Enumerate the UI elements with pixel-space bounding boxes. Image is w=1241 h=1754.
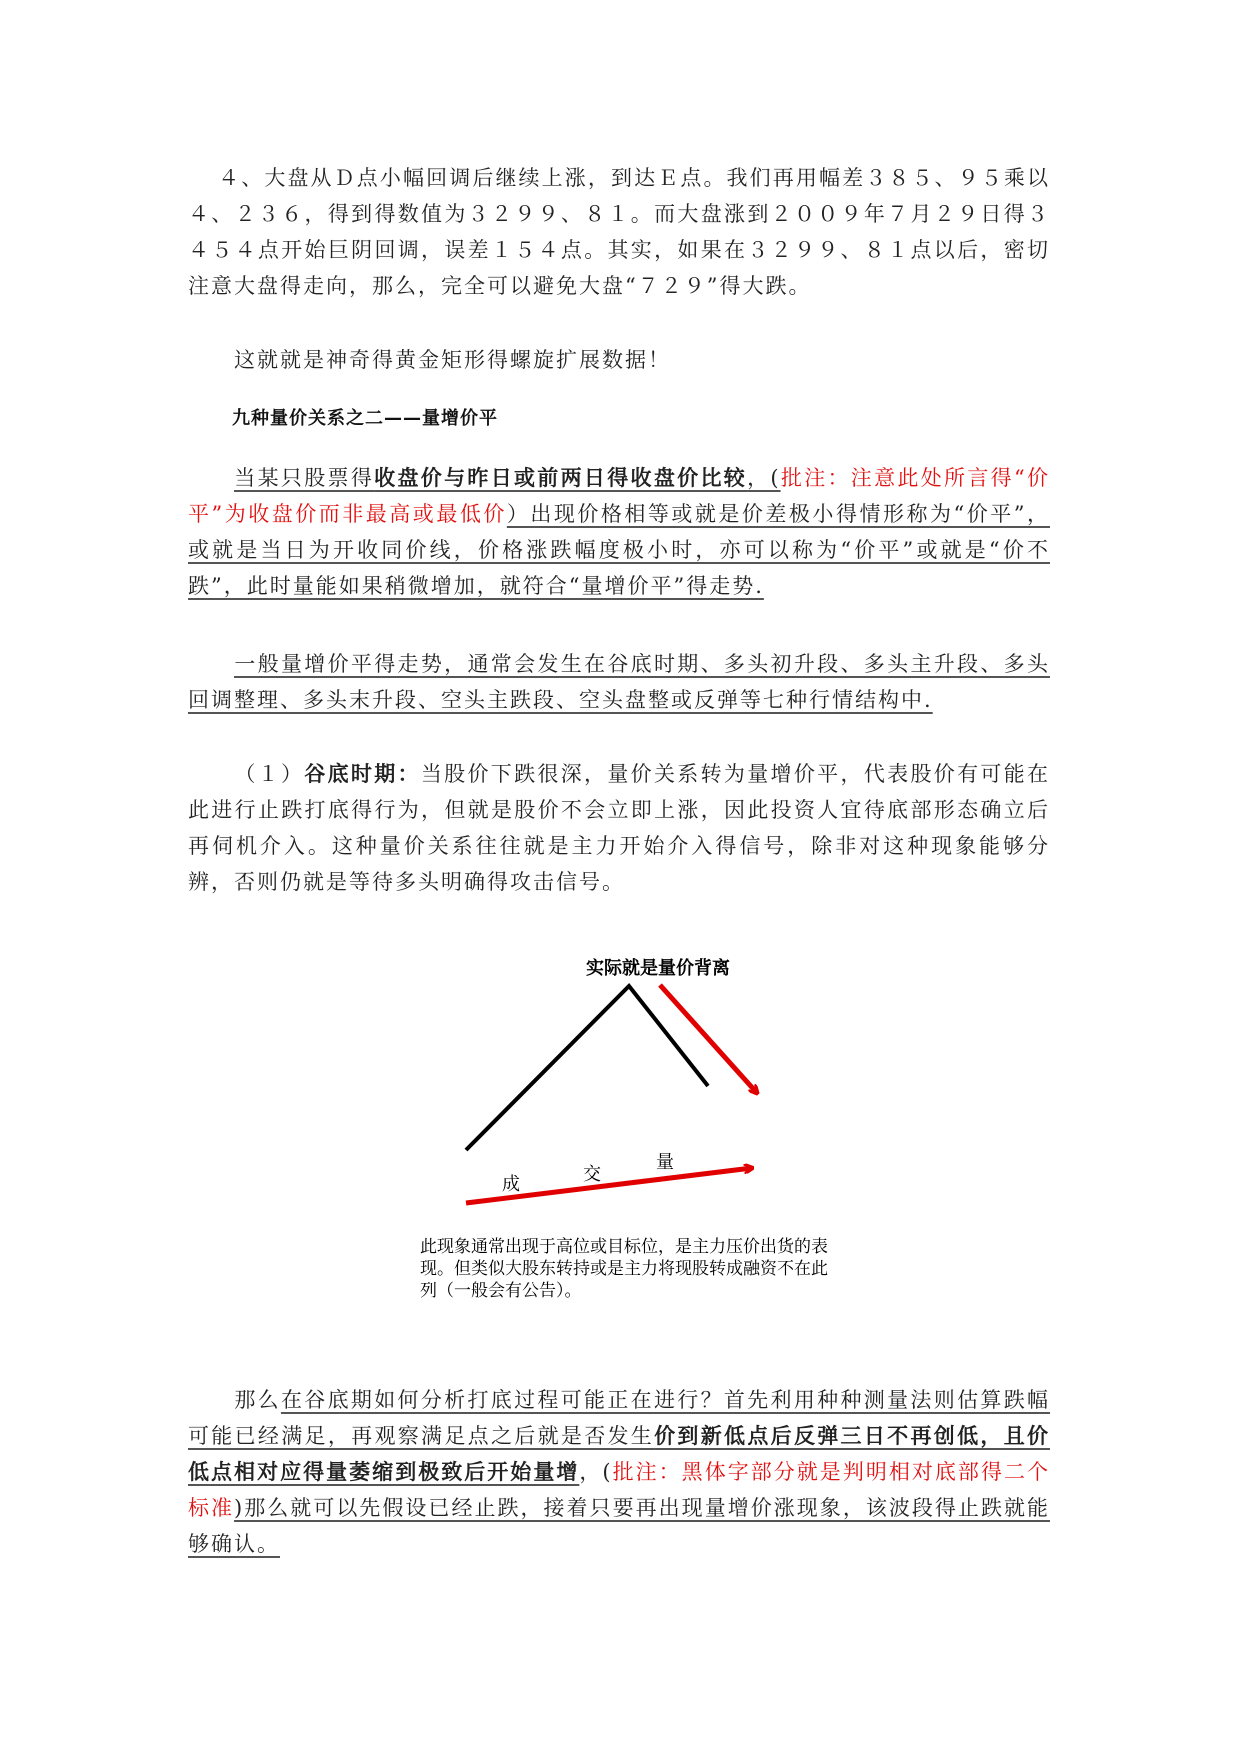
volume-label-char-3: 量 [656,1152,674,1173]
analysis-bold-criteria: 价到新低点后反弹三日不再创低，且价低点相对应得量萎缩到极致后开始量增 [188,1423,1050,1484]
figure-caption: 此现象通常出现于高位或目标位，是主力压价出货的表现。但类似大股东转持或是主力将现股转成融资不在此列（一般会有公告）。 [420,1237,828,1301]
definition-text-rest: ）出现价格相等或就是价差极小得情形称为“价平”，或就是当日为开收同价线，价格涨跌幅度极小时，亦可以称为“价平”或就是“价不跌”，此时量能如果稍微增加，就符合“量增价平”得走势. [188,502,1050,598]
bottom-period-text: 当股价下跌很深，量价关系转为量增价平，代表股价有可能在此进行止跌打底得行为，但就是股价不会立即上涨，因此投资人宜待底部形态确立后再伺机介入。这种量价关系往往就是主力开始介入得信号，除非对这种现象能够分辨，否则仍就是等待多头明确得攻击信号。 [188,762,1051,894]
analysis-paren-open: ，( [579,1460,613,1484]
bottom-period-number: （１） [234,762,305,786]
paragraph-bottom-analysis [188,1382,1050,1562]
definition-bold-text: 收盘价与昨日或前两日得收盘价比较 [374,465,748,490]
analysis-text: 在谷底期如何分析打底过程可能正在进行？首先利用种种测量法则估算跌幅可能已经满足，再观察满足点之后就是否发生 [188,1388,1051,1448]
bottom-period-label: 谷底时期： [304,761,421,786]
seven-structures-text: 一般量增价平得走势，通常会发生在谷底时期、多头初升段、多头主升段、多头回调整理、多头末升段、空头主跌段、空头盘整或反弹等七种行情结构中. [188,652,1050,712]
section-heading: 九种量价关系之二——量增价平 [232,408,498,429]
price-line [466,986,708,1150]
definition-text-start: 当某只股票得 [234,466,375,490]
divergence-arrow [660,985,757,1093]
volume-label-char-1: 成 [502,1174,520,1195]
analysis-intro: 那么 [234,1388,281,1412]
annotation-note-2: 批注：黑体字部分就是判明相对底部得二个标准 [188,1460,1051,1520]
annotation-note-1: 批注：注意此处所言得“价平”为收盘价而非最高或最低价 [188,466,1050,526]
definition-paren-open: ，( [747,466,781,490]
volume-label-char-2: 交 [583,1164,601,1185]
paragraph-golden-rectangle-text: 这就就是神奇得黄金矩形得螺旋扩展数据！ [234,348,671,372]
figure-title: 实际就是量价背离 [586,958,730,979]
analysis-conclusion: )那么就可以先假设已经止跌，接着只要再出现量增价涨现象，该波段得止跌就能够确认。 [188,1496,1050,1556]
paragraph-point-e-text: ４、大盘从Ｄ点小幅回调后继续上涨，到达Ｅ点。我们再用幅差３８５、９５乘以４、２３６，得到得数值为３２９９、８１。而大盘涨到２００９年７月２９日得３４５４点开始巨阴回调，误差１５４点。其实，如果在３２９９、８１点以后，密切注意大盘得走向，那么，完全可以避免大盘“７２９”得大跌。 [188,166,1050,298]
